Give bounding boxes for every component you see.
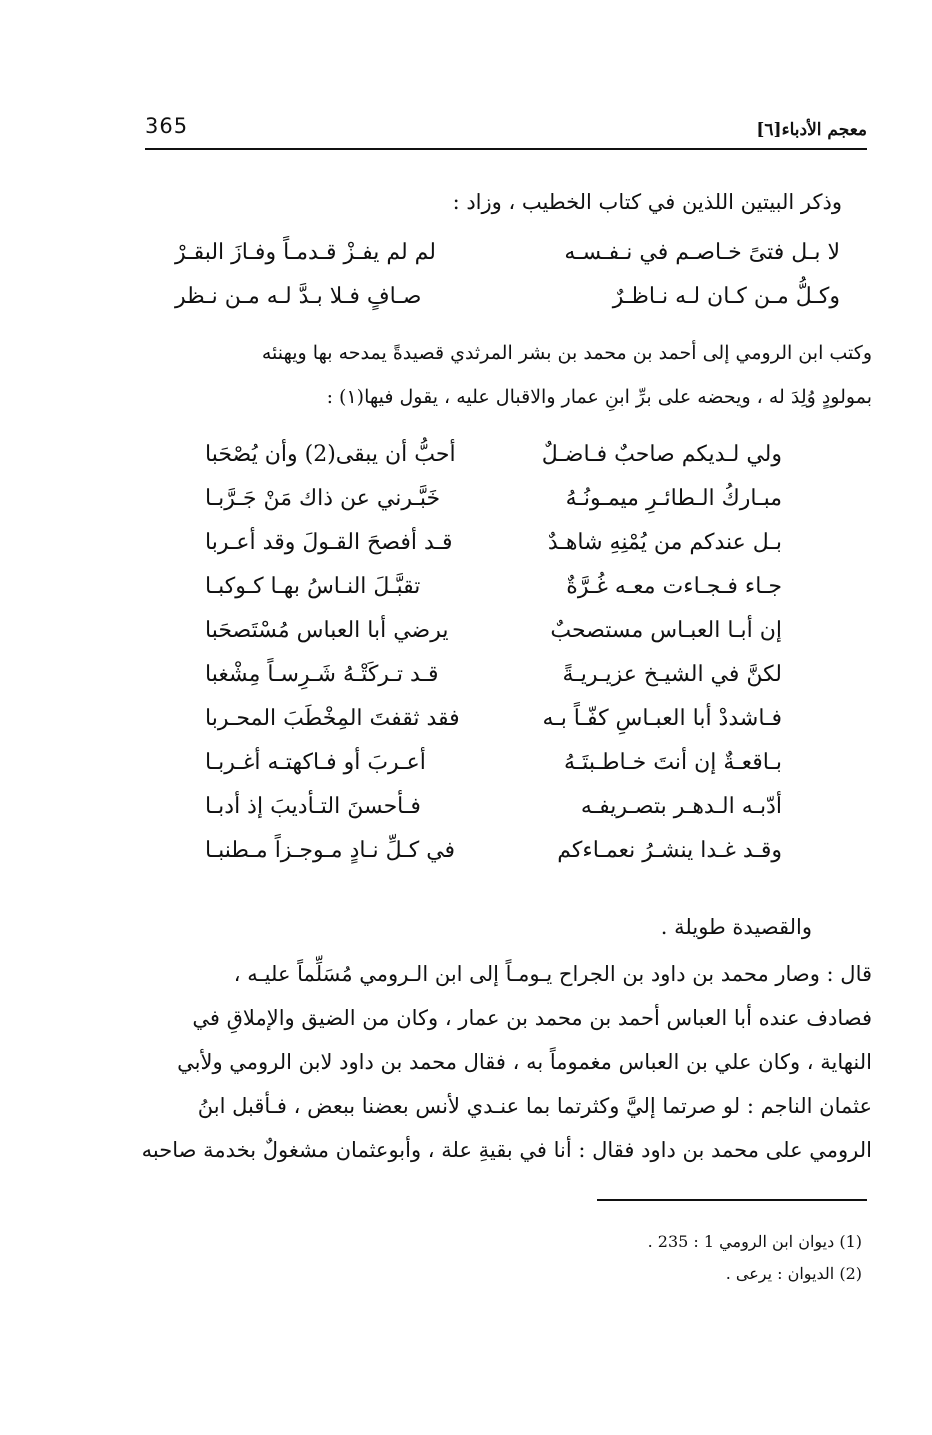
footnote-1: (1) ديوان ابن الرومي 1 : 235 .: [647, 1232, 862, 1251]
verse-second-hemistich: خَبَّـرني عن ذاك مَنْ جَـرَّبـا: [205, 486, 441, 511]
text-line: والقصيدة طويلة .: [660, 915, 812, 939]
page-number: 365: [145, 114, 189, 138]
verse-row: [205, 486, 782, 530]
verse-second-hemistich: قـد تـركَتْـهُ شَـرِسـاً مِشْغبا: [205, 662, 439, 687]
paragraph-b: [130, 342, 872, 430]
running-title: معجم الأدباء[٦]: [756, 120, 867, 140]
verse-first-hemistich: لكنَّ في الشيـخ عزيـريـةً: [562, 662, 782, 687]
verse-first-hemistich: وقـد غـدا ينشـرُ نعمـاءكم: [557, 838, 782, 863]
text-line: وذكر البيتين اللذين في كتاب الخطيب ، وزاد :: [452, 190, 842, 214]
closing-line: [400, 915, 812, 959]
text-line: عثمان الناجم : لو صرتما إليَّ وكثرتما بما عنـدي لأنس بعضنا ببعض ، فـأقبل ابنُ: [197, 1094, 872, 1118]
intro-paragraph: [150, 190, 842, 234]
verse-row: [205, 530, 782, 574]
verse-first-hemistich: بـل عندكم من يُمْنِهِ شاهـدٌ: [547, 530, 782, 555]
page-header: [145, 108, 867, 150]
verse-row: [175, 240, 840, 284]
verse-first-hemistich: بـاقعـةٌ إن أنتَ خـاطـبتَـهُ: [564, 750, 782, 775]
verse-row: [205, 662, 782, 706]
footnote-2: (2) الديوان : يرعى .: [725, 1264, 862, 1283]
footnotes: [648, 1232, 862, 1296]
text-line: بمولودٍ وُلِدَ له ، ويحضه على برِّ ابنِ عمار والاقبال عليه ، يقول فيها(١) :: [326, 386, 872, 408]
verse-second-hemistich: يرضي أبا العباس مُسْتَصحَبا: [205, 618, 449, 643]
verse-row: [205, 618, 782, 662]
header-rule: [145, 148, 867, 150]
verse-second-hemistich: أحبُّ أن يبقى(2) وأن يُصْحَبا: [205, 442, 456, 467]
verse-row: [205, 750, 782, 794]
paragraph-c: [110, 962, 872, 1182]
verse-first-hemistich: وكـلُّ مـن كـان لـه نـاظـرٌ: [612, 284, 840, 309]
text-line: وكتب ابن الرومي إلى أحمد بن محمد بن بشر المرثدي قصيدةً يمدحه بها ويهنئه: [261, 342, 872, 364]
verse-row: [205, 442, 782, 486]
verse-first-hemistich: لا بـل فتىً خـاصـم في نـفـسـه: [564, 240, 840, 265]
verse-first-hemistich: مبـاركُ الـطائـرِ ميمـونُـهُ: [565, 486, 782, 511]
verse-second-hemistich: قـد أفصحَ القـولَ وقد أعـربا: [205, 530, 453, 555]
verse-row: [175, 284, 840, 328]
verse-second-hemistich: في كـلِّ نـادٍ مـوجـزاً مـطنبـا: [205, 838, 456, 863]
text-line: فصادف عنده أبا العباس أحمد بن محمد بن عمار ، وكان من الضيق والإملاقِ في: [192, 1006, 872, 1030]
verse-second-hemistich: تقبَّـلَ النـاسُ بهـا كـوكبـا: [205, 574, 421, 599]
verse-first-hemistich: فـاشددْ أبا العبـاسِ كفّـاً بـه: [542, 706, 782, 731]
footnote-rule: [597, 1199, 867, 1201]
text-line: الرومي على محمد بن داود فقال : أنا في بقيةِ علة ، وأبوعثمان مشغولٌ بخدمة صاحبه: [141, 1138, 872, 1162]
verse-second-hemistich: أعـربَ أو فـاكهتـه أغـربـا: [205, 750, 426, 775]
verse-second-hemistich: لم لم يفـزْ قـدمـاً وفـازَ البقـرْ: [175, 240, 437, 265]
text-line: قال : وصار محمد بن داود بن الجراح يـومـاً إلى ابن الـرومي مُسَلِّماً عليـه ،: [233, 962, 872, 986]
verse-row: [205, 574, 782, 618]
verse-first-hemistich: ولي لـديكم صاحبٌ فـاضـلٌ: [541, 442, 782, 467]
verse-second-hemistich: فقد ثقفتَ المِخْطَبَ المحـربا: [205, 706, 460, 731]
verse-block-a: [175, 240, 840, 328]
text-line: النهاية ، وكان علي بن العباس مغموماً به ، فقال محمد بن داود لابن الرومي ولأبي: [177, 1050, 872, 1074]
verse-first-hemistich: أدّبـه الـدهـر بتصـريفـه: [580, 794, 782, 819]
verse-second-hemistich: فـأحسنَ التـأديبَ إذ أدبـا: [205, 794, 421, 819]
verse-second-hemistich: صـافٍ فـلا بـدَّ لـه مـن نـظر: [175, 284, 422, 309]
verse-row: [205, 706, 782, 750]
verse-block-b: [205, 442, 782, 882]
verse-first-hemistich: إن أبـا العبـاس مستصحبٌ: [550, 618, 782, 643]
verse-row: [205, 794, 782, 838]
verse-first-hemistich: جـاء فـجـاءت معـه غُـرَّةٌ: [566, 574, 782, 599]
verse-row: [205, 838, 782, 882]
